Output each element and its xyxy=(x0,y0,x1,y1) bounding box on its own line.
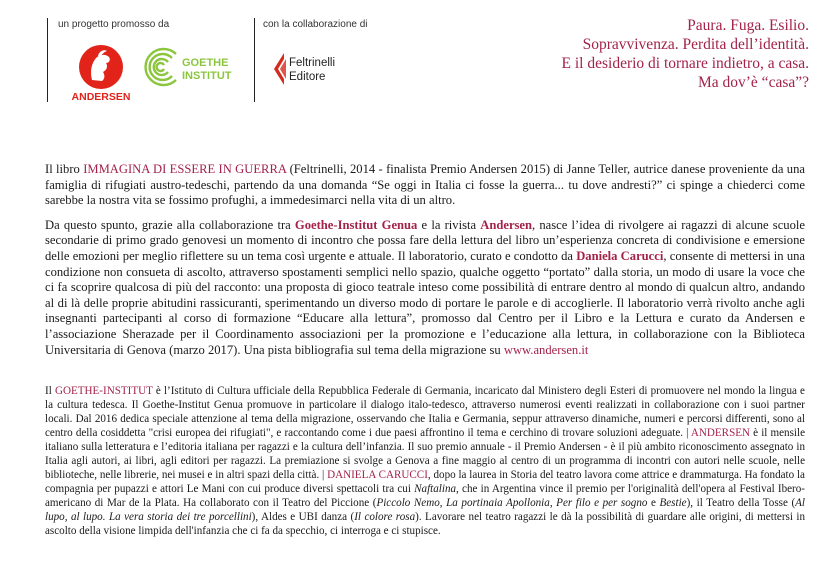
text: , xyxy=(439,497,447,510)
andersen-logo xyxy=(72,42,130,102)
work-title: Per filo e per sogno xyxy=(556,497,648,510)
goethe-name: GOETHE-INSTITUT xyxy=(54,385,153,397)
divider-line xyxy=(254,18,255,102)
text: , che in Argentina vince il premio per l'originalità dell'opera al Festival Ibero-americano di Mar de la Plata. Ha collaborato con il Teatro del Piccione ( xyxy=(45,483,805,510)
work-title: La portinaia Apollonia xyxy=(446,497,550,510)
work-title: Bestie xyxy=(659,497,687,510)
text: (Feltrinelli, 2014 - finalista Premio Andersen 2015) di Janne Teller, autrice danese proveniente da una famiglia di rifugiati austro-tedeschi, partendo da una domanda “Se oggi in Italia ci fosse la guerra... tu dove andresti?” ci spinge a chiederci come sarebbe la nostra vita se fossimo profughi, a immedesimarci nella vita di un altro. xyxy=(45,162,805,208)
main-text xyxy=(45,162,805,367)
feltrinelli-logo-text-1: Feltrinelli xyxy=(289,57,336,69)
andersen-logo-text: ANDERSEN xyxy=(72,91,130,102)
quote-line: Sopravvivenza. Perdita dell’identità. xyxy=(582,36,809,53)
andersen-link[interactable]: www.andersen.it xyxy=(503,342,589,357)
andersen-name: ANDERSEN xyxy=(690,427,751,440)
goethe-logo-text-1: GOETHE xyxy=(182,57,229,69)
text: , dopo la laurea in Storia del teatro lavora come attrice e drammaturga. Ha fondato la compagnia per pupazzi e attori Le Mani con cui produce diversi spettacoli tra cui xyxy=(45,469,805,496)
text: ). Lavorare nel teatro ragazzi le dà la possibilità di guardare alle origini, di mettersi in ascolto della visione limpida dell'infanzia che ci fa da specchio, ci interroga e ci stupisce. xyxy=(45,511,805,538)
footer-text xyxy=(45,384,805,539)
goethe-name: Goethe-Institut Genua xyxy=(294,217,418,232)
carucci-name: DANIELA CARUCCI xyxy=(327,469,428,482)
work-title: Il colore rosa xyxy=(354,511,416,524)
text: è l’Istituto di Cultura ufficiale della Repubblica Federale di Germania, incaricato dal Ministero degli Esteri di promuovere nel mondo la lingua e la cultura tedesca. Il Goethe-Institut Genua promuove in particolare il dialogo italo-tedesco, attraverso numerosi eventi realizzati in collaborazione con i suoi partner locali. Dal 2016 dedica speciale attenzione al tema della migrazione, osservando che Italia e Germania, seppur attraverso dinamiche, numeri e percorsi differenti, sono al centro della cosiddetta "crisi europea dei rifugiati", e raccontando come i due paesi affrontino il tema e cerchino di trovare soluzioni adeguate. | xyxy=(45,385,805,440)
promoted-by-label: un progetto promosso da xyxy=(58,19,170,30)
andersen-name: Andersen xyxy=(480,217,533,232)
text: e la rivista xyxy=(417,217,481,232)
quote-line: Paura. Fuga. Esilio. xyxy=(687,17,809,34)
text: , consente di mettersi in una condizione non consueta di ascolto, attraverso spostamenti semplici nello spazio, qualche oggetto “portato” dalla storia, un modo di usare la voce che ci fa scoprire qualcosa di più del racconto: una proposta di gioco teatrale inteso come possibilità di entrare dentro al mondo di qualcun altro, andando al di là delle proprie abitudini rassicuranti, sperimentando un diverso modo di portare le parole e di accoglierle. Il laboratorio verrà rivolto anche agli insegnanti partecipanti al corso di formazione “Educare alla lettura”, promosso dal Centro per il Libro e la Lettura e curato da Andersen e l’associazione Sherazade per il Coordinamento associazioni per la promozione e l’educazione alla lettura, in collaborazione con la Biblioteca Universitaria di Genova (marzo 2017). Una pista bibliografia sul tema della migrazione su xyxy=(45,248,806,357)
text: ), il Teatro della Tosse ( xyxy=(686,497,796,510)
text: , nasce l’idea di rivolgere ai ragazzi di alcune scuole secondarie di primo grado genovesi un momento di incontro che possa fare della lettura del libro un’esperienza concreta di condivisione e emersione delle emozioni per meglio riflettere su un tema così urgente e attuale. Il laboratorio, curato e condotto da xyxy=(45,217,805,263)
quote-line: E il desiderio di tornare indietro, a casa. xyxy=(561,55,809,72)
text: è il mensile italiano sulla letteratura e l’editoria italiana per ragazzi e la cultura dell’infanzia. Il suo premio annuale - il Premio Andersen - è il più ambito riconoscimento assegnato in Italia agli autori, ai libri, agli editori per ragazzi. La premiazione si svolge a Genova a fine maggio al centro di un programma di incontri con autori nelle scuole, nelle biblioteche, nelle librerie, nei musei e in altri spazi della città. | xyxy=(45,427,805,482)
text: , xyxy=(549,497,557,510)
divider-line xyxy=(47,18,48,102)
feltrinelli-logo xyxy=(270,45,350,91)
header xyxy=(0,0,827,110)
text: ), Aldes e UBI danza ( xyxy=(251,511,355,524)
work-title: Al lupo, al lupo. La vera storia dei tre porcellini xyxy=(45,497,806,524)
goethe-institut-logo xyxy=(138,44,248,90)
quote-line: Ma dov’è “casa”? xyxy=(697,74,809,91)
feltrinelli-logo-text-2: Editore xyxy=(289,71,326,83)
footer-paragraph xyxy=(45,384,805,539)
text: Il libro xyxy=(45,162,84,176)
work-title: Naftalina xyxy=(414,483,457,496)
header-quote xyxy=(562,16,809,92)
text: e xyxy=(647,497,660,510)
work-title: Piccolo Nemo xyxy=(376,497,440,510)
carucci-name: Daniela Carucci xyxy=(576,248,664,263)
intro-paragraph xyxy=(45,162,805,209)
text: Da questo spunto, grazie alla collaborazione tra xyxy=(45,217,295,232)
project-paragraph xyxy=(45,218,805,358)
book-title: IMMAGINA DI ESSERE IN GUERRA xyxy=(83,162,287,176)
collaboration-label: con la collaborazione di xyxy=(263,19,368,30)
goethe-logo-text-2: INSTITUT xyxy=(182,70,232,82)
text: Il xyxy=(45,385,55,397)
